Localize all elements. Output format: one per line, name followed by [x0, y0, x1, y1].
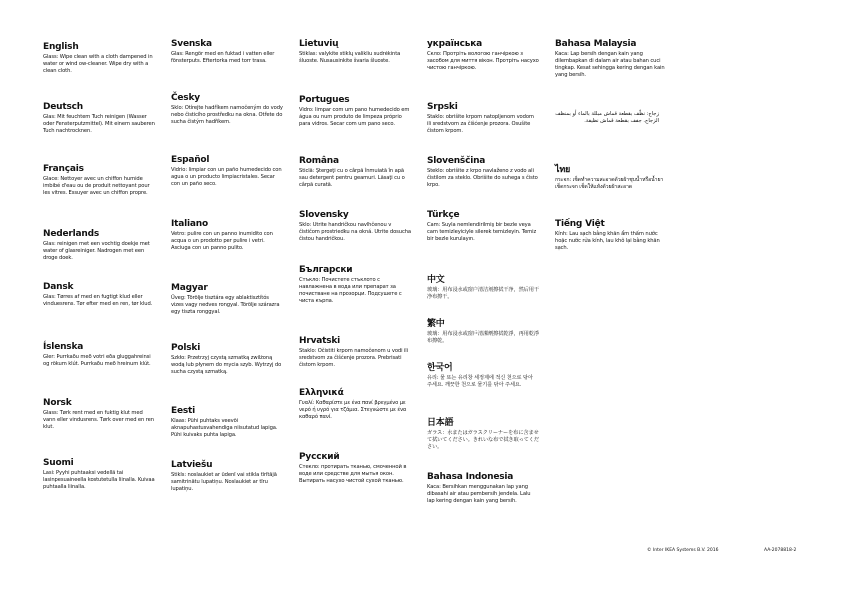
language-name: Hrvatski [299, 336, 341, 346]
language-block [427, 472, 539, 505]
language-name: Русский [299, 452, 340, 462]
language-name: 中文 [427, 275, 445, 285]
cleaning-instruction-text: Sklo: Otírejte hadříkem namočeným do vody nebo čisticího prostředku na okna. Otřete do sucha čistým hadříkem. [171, 105, 283, 125]
language-name: Slovenščina [427, 156, 486, 166]
language-block [43, 342, 155, 368]
language-block [171, 39, 283, 65]
language-block [171, 219, 283, 252]
cleaning-instruction-text: Stiklas: valykite stiklų valikliu sudrėkinta šluoste. Nusausinkite švaria šluoste. [299, 51, 401, 64]
cleaning-instruction-text: ガラス：水またはガラスクリーナーを布に含ませて拭いてください。きれいな布で拭き取ってください。 [427, 430, 539, 450]
language-block [427, 418, 539, 451]
language-block [427, 39, 539, 72]
cleaning-instruction-text: Стъкло: Почистете стъклото с навлажнена в вода или препарат за почистване на прозорци. Подсушете с чиста кърпа. [299, 277, 402, 304]
language-name: Français [43, 164, 84, 174]
language-block [171, 343, 283, 376]
cleaning-instruction-text: Glace: Nettoyer avec un chiffon humide imbibé d'eau ou de produit nettoyant pour les vitres. Essuyer avec un chiffon propre. [43, 176, 150, 196]
language-name: Česky [171, 93, 200, 103]
language-block [43, 229, 155, 262]
language-name: Deutsch [43, 102, 83, 112]
cleaning-instruction-text: Стекло: протирать тканью, смоченной в воде или средстве для мытья окон. Вытирать насухо чистой сухой тканью. [299, 464, 407, 484]
language-name: Suomi [43, 458, 74, 468]
cleaning-instruction-text: Staklo: obrišite krpom natopljenom vodom ili sredstvom za čišćenje prozora. Osušite čistom krpom. [427, 114, 534, 134]
cleaning-instruction-text: Kính: Lau sạch bằng khăn ẩm thấm nước hoặc nước rửa kính, lau khô lại bằng khăn sạch. [555, 231, 660, 251]
cleaning-instruction-text: Klaas: Pühi puhtaks veevõi aknapuhastusvahendiga niisutatud lapiga. Pühi kuivaks puhta lapiga. [171, 418, 278, 438]
language-name: Íslenska [43, 342, 84, 352]
language-name: 日本語 [427, 418, 454, 428]
language-name: Srpski [427, 102, 458, 112]
language-block [299, 156, 411, 189]
cleaning-instruction-text: Kaca: Bersihkan menggunakan lap yang dibasahi air atau pembersih jendela. Lalu lap kering dengan kain yang bersih. [427, 484, 531, 504]
language-block [171, 460, 283, 493]
language-block [43, 164, 155, 197]
cleaning-instruction-text: Sklo: Utrite handričkou navlhčenou v čističom prostriedku na okná. Utrite dosucha čistou handričkou. [299, 222, 411, 242]
cleaning-instruction-text: Stikls: noslaukiet ar ūdenī vai stikla tīrītājā samitrinātu lupatiņu. Noslaukiet ar tīru lupatiņu. [171, 472, 277, 492]
language-block [171, 155, 283, 188]
cleaning-instruction-text: Vetro: pulire con un panno inumidito con acqua o un prodotto per pulire i vetri. Asciuga con un panno pulito. [171, 231, 273, 251]
cleaning-instruction-text: Vidro: limpar com um pano humedecido em água ou num produto de limpeza próprio para vidros. Secar com um pano seco. [299, 107, 410, 127]
cleaning-instruction-text: Sticlă: Ştergeţi cu o cârpă înmuiată în apă sau detergent pentru geamuri. Lăsaţi cu o cârpă curată. [299, 168, 405, 188]
copyright-notice: © Inter IKEA Systems B.V. 2016 [647, 548, 719, 553]
language-block [555, 219, 667, 252]
language-block [299, 39, 411, 65]
language-block [43, 458, 155, 491]
language-block [171, 406, 283, 439]
language-block [171, 283, 283, 316]
language-name: Magyar [171, 283, 208, 293]
cleaning-instruction-text: Szkło: Przetrzyj czystą szmatką zwilżoną wodą lub płynem do mycia szyb. Wytrzyj do sucha czystą szmatką. [171, 355, 282, 375]
cleaning-instruction-text: Glas: reinigen met een vochtig doekje met water of glasreiniger. Nadrogen met een droge doek. [43, 241, 150, 261]
cleaning-instruction-text: زجاج: نظّف بقطعة قماش مبللة بالماء أو بمنظف الزجاج. جفف بقطعة قماش نظيفة. [555, 111, 659, 124]
cleaning-instruction-text: 유리: 물 또는 유리창 세정제에 적신 천으로 닦아 주세요. 깨끗한 천으로 물기를 닦아 주세요. [427, 375, 533, 388]
cleaning-instruction-text: Gler: Þurrkaðu með votri eða gluggahreinsi og rökum klút. Þurrkaðu með hreinum klút. [43, 354, 151, 367]
language-block [299, 265, 411, 305]
cleaning-instruction-text: Steklo: obrišite z krpo navlaženo z vodo ali čistilom za steklo. Obrišite do suhega s čisto krpo. [427, 168, 538, 188]
language-name: Italiano [171, 219, 208, 229]
cleaning-instruction-text: Glass: Tørk rent med en fuktig klut med vann eller vindusrens. Tørk over med en ren klut. [43, 410, 154, 430]
cleaning-instruction-text: Glas: Mit feuchtem Tuch reinigen (Wasser oder Fensterputzmittel). Mit einem sauberen Tuch nachtrocknen. [43, 114, 155, 134]
language-block [427, 275, 539, 301]
language-name: Ελληνικά [299, 388, 344, 398]
language-block [299, 388, 411, 421]
language-name: Eesti [171, 406, 195, 416]
cleaning-instruction-text: Kaca: Lap bersih dengan kain yang dilembapkan di dalam air atau bahan cuci tingkap. Kesat sehingga kering dengan kain yang bersih. [555, 51, 665, 78]
language-name: Türkçe [427, 210, 460, 220]
cleaning-instruction-text: Lasi: Pyyhi puhtaaksi vedellä tai lasinpesuaineella kostutetulla liinalla. Kuivaa puhtaalla liinalla. [43, 470, 155, 490]
cleaning-instruction-text: Üveg: Törölje tisztára egy ablaktisztítós vizes vagy nedves rongyal. Törölje szárazra egy tiszta ronggyal. [171, 295, 280, 315]
cleaning-instruction-text: Скло: Протріть вологою ганчіркою з засобом для миття вікон. Протріть насухо чистою ганчіркою. [427, 51, 539, 71]
language-block [299, 336, 411, 369]
language-name: Bahasa Malaysia [555, 39, 637, 49]
cleaning-instruction-text: Glass: Wipe clean with a cloth dampened in water or wind ow-cleaner. Wipe dry with a clean cloth. [43, 54, 153, 74]
language-name: Româna [299, 156, 339, 166]
language-name: Lietuvių [299, 39, 339, 49]
language-name: 한국어 [427, 363, 453, 373]
language-name: Portugues [299, 95, 350, 105]
language-block [43, 42, 155, 75]
language-block [427, 156, 539, 189]
language-name: 繁中 [427, 319, 445, 329]
cleaning-instruction-text: Staklo: Očistiti krpom namočenom u vodi ili sredstvom za čišćenje prozora. Prebrisati čistom krpom. [299, 348, 408, 368]
language-block [299, 95, 411, 128]
language-block [43, 282, 155, 308]
language-name: Bahasa Indonesia [427, 472, 514, 482]
language-name: Norsk [43, 398, 72, 408]
language-block [427, 102, 539, 135]
language-name: Dansk [43, 282, 74, 292]
cleaning-instruction-text: Γυαλί: Καθαρίστε με ένα πανί βρεγμένο με νερό ή υγρό για τζάμια. Στεγνώστε με ένα καθαρό πανί. [299, 400, 407, 420]
cleaning-instruction-text: 玻璃：用布浸水或窗戶清潔劑擦拭乾淨，再用乾淨布擦乾。 [427, 331, 539, 344]
language-name: ไทย [555, 165, 571, 175]
language-name: Svenska [171, 39, 212, 49]
language-block [299, 452, 411, 485]
language-block [43, 398, 155, 431]
language-block [43, 102, 155, 135]
cleaning-instruction-text: Cam: Suyla nemlendirilmiş bir bezle veya cam temizleyiciyle silerek temizleyin. Temiz bir bezle kurulayın. [427, 222, 537, 242]
cleaning-instruction-text: 玻璃：用布浸水或窗户清洁剂擦拭干净，然后用干净布擦干。 [427, 287, 539, 300]
language-name: Español [171, 155, 210, 165]
document-number: AA-2078818-2 [764, 548, 797, 553]
language-name: Nederlands [43, 229, 99, 239]
language-block [427, 210, 539, 243]
language-block [427, 319, 539, 345]
cleaning-instruction-text: Glas: Tørres af med en fugtigt klud eller vinduesrens. Tør efter med en ren, tør klud. [43, 294, 153, 307]
language-block [555, 39, 667, 79]
language-name: Slovensky [299, 210, 349, 220]
language-name: українська [427, 39, 483, 49]
language-block [555, 110, 667, 125]
cleaning-instruction-text: กระจก: เช็ดทำความสะอาดด้วยผ้าชุบน้ำหรือน้ำยาเช็ดกระจก เช็ดให้แห้งด้วยผ้าสะอาด [555, 177, 664, 190]
language-block [171, 93, 283, 126]
language-name: Tiếng Việt [555, 219, 605, 229]
language-name: Polski [171, 343, 201, 353]
language-block [427, 363, 539, 389]
language-block [555, 165, 667, 191]
language-name: Latviešu [171, 460, 213, 470]
language-name: Български [299, 265, 353, 275]
language-name: English [43, 42, 79, 52]
cleaning-instruction-text: Glas: Rengör med en fuktad i vatten eller fönsterputs. Eftertorka med torr trasa. [171, 51, 275, 64]
language-block [299, 210, 411, 243]
cleaning-instruction-text: Vidrio: limpiar con un paño humedecido con agua o un producto limpiacristales. Secar con un paño seco. [171, 167, 282, 187]
